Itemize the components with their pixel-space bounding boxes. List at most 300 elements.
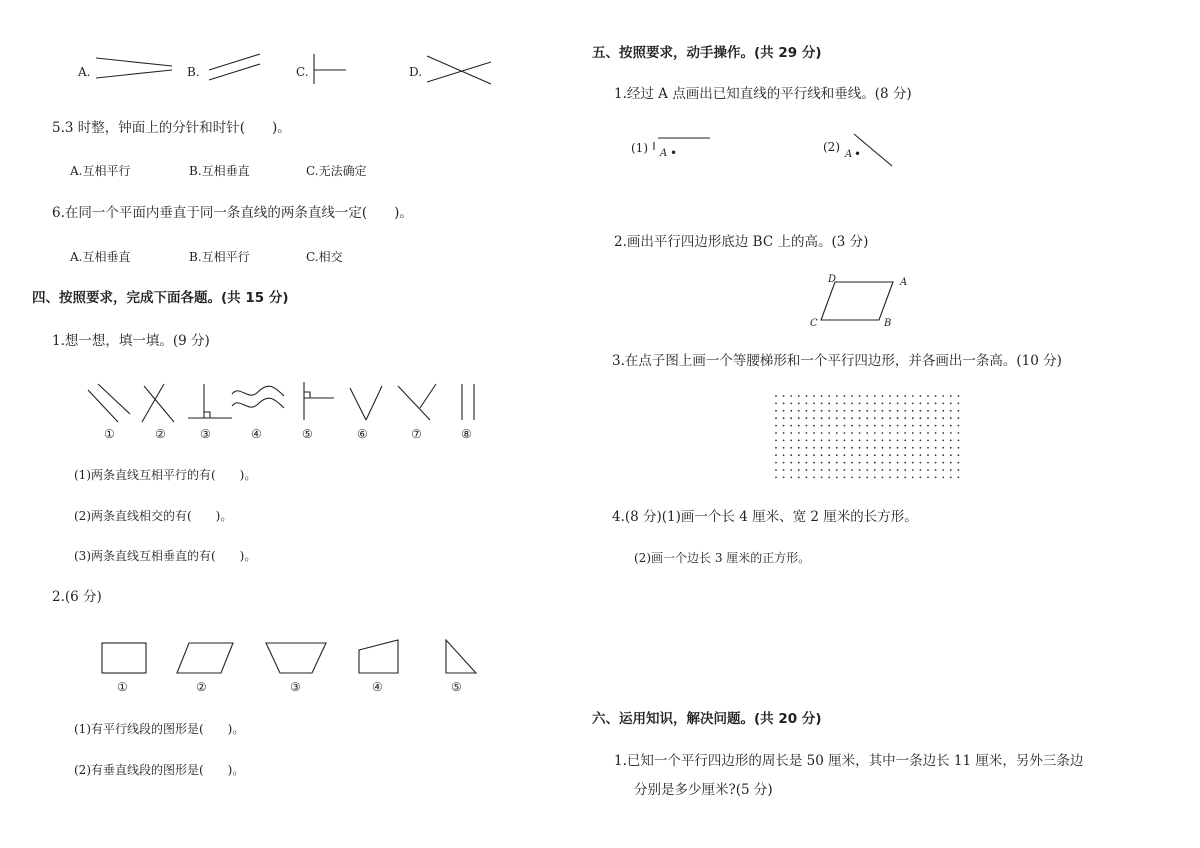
grid-dot	[813, 425, 815, 427]
grid-dot	[859, 477, 861, 479]
grid-dot	[828, 432, 830, 434]
grid-dot	[935, 477, 937, 479]
grid-dot	[904, 410, 906, 412]
grid-dot	[935, 432, 937, 434]
grid-dot	[821, 462, 823, 464]
grid-dot	[882, 454, 884, 456]
grid-dot	[935, 417, 937, 419]
shape-2-parallelogram	[177, 643, 233, 673]
grid-dot	[783, 477, 785, 479]
grid-dot	[920, 440, 922, 442]
grid-dot	[958, 425, 960, 427]
grid-dot	[806, 417, 808, 419]
vertex-b-label: B	[884, 318, 892, 329]
grid-dot	[874, 432, 876, 434]
grid-dot	[935, 454, 937, 456]
figure-5-perpendicular	[304, 382, 334, 420]
grid-dot	[889, 432, 891, 434]
grid-dot	[798, 410, 800, 412]
grid-dot	[859, 469, 861, 471]
figure-7-v-lines	[398, 384, 436, 420]
grid-dot	[836, 454, 838, 456]
grid-dot	[783, 469, 785, 471]
grid-dot	[866, 417, 868, 419]
grid-dot	[904, 425, 906, 427]
grid-dot	[775, 403, 777, 405]
s5q1-point-a-2: A	[845, 149, 853, 160]
grid-dot	[790, 469, 792, 471]
grid-dot	[912, 403, 914, 405]
figure-6-v-lines	[350, 386, 382, 420]
grid-dot	[950, 395, 952, 397]
grid-dot	[813, 462, 815, 464]
grid-dot	[828, 417, 830, 419]
grid-dot	[851, 417, 853, 419]
grid-dot	[836, 432, 838, 434]
grid-dot	[912, 410, 914, 412]
grid-dot	[889, 477, 891, 479]
shape-label: ④	[372, 680, 383, 694]
grid-dot	[866, 454, 868, 456]
s4q1-part3: (3)两条直线互相垂直的有( )。	[74, 549, 257, 563]
grid-dot	[806, 432, 808, 434]
grid-dot	[904, 469, 906, 471]
grid-dot	[821, 432, 823, 434]
grid-dot	[844, 417, 846, 419]
s5q3-dot-grid	[774, 394, 964, 484]
grid-dot	[813, 440, 815, 442]
grid-dot	[927, 417, 929, 419]
grid-dot	[836, 410, 838, 412]
grid-dot	[904, 447, 906, 449]
shape-label: ①	[117, 680, 128, 694]
grid-dot	[866, 447, 868, 449]
grid-dot	[920, 454, 922, 456]
section4-title: 四、按照要求，完成下面各题。(共 15 分)	[32, 290, 289, 306]
s5q1-point-a-1: A	[660, 148, 668, 159]
grid-dot	[866, 432, 868, 434]
vertex-d-label: D	[828, 274, 837, 285]
grid-dot	[866, 425, 868, 427]
figure-label: ④	[251, 427, 262, 441]
grid-dot	[950, 440, 952, 442]
grid-dot	[798, 469, 800, 471]
grid-dot	[950, 447, 952, 449]
grid-dot	[790, 395, 792, 397]
grid-dot	[790, 410, 792, 412]
grid-dot	[942, 417, 944, 419]
grid-dot	[836, 462, 838, 464]
figure-label: ⑤	[302, 427, 313, 441]
grid-dot	[798, 477, 800, 479]
grid-dot	[790, 432, 792, 434]
grid-dot	[866, 477, 868, 479]
grid-dot	[874, 403, 876, 405]
grid-dot	[912, 469, 914, 471]
grid-dot	[851, 425, 853, 427]
grid-dot	[889, 403, 891, 405]
figure-label: ⑥	[357, 427, 368, 441]
grid-dot	[882, 440, 884, 442]
q6-option-b: B.互相平行	[189, 250, 250, 264]
grid-dot	[775, 432, 777, 434]
grid-dot	[836, 477, 838, 479]
grid-dot	[950, 454, 952, 456]
grid-dot	[897, 440, 899, 442]
grid-dot	[859, 447, 861, 449]
grid-dot	[828, 403, 830, 405]
q4-option-c-label: C.	[296, 65, 309, 79]
grid-dot	[798, 395, 800, 397]
grid-dot	[882, 462, 884, 464]
grid-dot	[844, 403, 846, 405]
grid-dot	[836, 395, 838, 397]
grid-dot	[821, 454, 823, 456]
grid-dot	[927, 425, 929, 427]
grid-dot	[813, 417, 815, 419]
grid-dot	[874, 462, 876, 464]
grid-dot	[889, 469, 891, 471]
grid-dot	[851, 447, 853, 449]
grid-dot	[859, 395, 861, 397]
grid-dot	[775, 447, 777, 449]
grid-dot	[844, 432, 846, 434]
grid-dot	[821, 477, 823, 479]
q4-option-d-figure	[425, 54, 495, 86]
grid-dot	[889, 440, 891, 442]
s4q2-title: 2.(6 分)	[52, 589, 102, 605]
grid-dot	[950, 403, 952, 405]
s5q1-label-2: (2)	[823, 140, 840, 154]
grid-dot	[783, 454, 785, 456]
grid-dot	[790, 477, 792, 479]
grid-dot	[912, 417, 914, 419]
grid-dot	[897, 462, 899, 464]
grid-dot	[851, 395, 853, 397]
grid-dot	[874, 395, 876, 397]
grid-dot	[775, 454, 777, 456]
s4q1-part2: (2)两条直线相交的有( )。	[74, 509, 233, 523]
s4q2-shape-figures	[100, 638, 480, 676]
grid-dot	[874, 477, 876, 479]
grid-dot	[874, 454, 876, 456]
grid-dot	[942, 432, 944, 434]
grid-dot	[950, 477, 952, 479]
s5q1-label-1: (1)	[631, 141, 648, 155]
grid-dot	[821, 417, 823, 419]
grid-dot	[783, 425, 785, 427]
grid-dot	[927, 440, 929, 442]
grid-dot	[866, 440, 868, 442]
grid-dot	[950, 462, 952, 464]
grid-dot	[897, 425, 899, 427]
grid-dot	[927, 462, 929, 464]
grid-dot	[904, 403, 906, 405]
grid-dot	[920, 403, 922, 405]
grid-dot	[912, 477, 914, 479]
grid-dot	[866, 469, 868, 471]
grid-dot	[942, 477, 944, 479]
grid-dot	[866, 462, 868, 464]
grid-dot	[958, 432, 960, 434]
grid-dot	[912, 462, 914, 464]
grid-dot	[844, 469, 846, 471]
grid-dot	[927, 432, 929, 434]
grid-dot	[828, 440, 830, 442]
grid-dot	[851, 432, 853, 434]
grid-dot	[790, 403, 792, 405]
grid-dot	[889, 454, 891, 456]
grid-dot	[889, 417, 891, 419]
grid-dot	[783, 403, 785, 405]
grid-dot	[821, 447, 823, 449]
grid-dot	[950, 432, 952, 434]
grid-dot	[897, 477, 899, 479]
grid-dot	[828, 454, 830, 456]
grid-dot	[942, 395, 944, 397]
grid-dot	[806, 425, 808, 427]
shape-label: ③	[290, 680, 301, 694]
figure-label: ⑧	[461, 427, 472, 441]
grid-dot	[806, 469, 808, 471]
grid-dot	[798, 417, 800, 419]
grid-dot	[806, 454, 808, 456]
grid-dot	[821, 469, 823, 471]
grid-dot	[821, 425, 823, 427]
grid-dot	[828, 395, 830, 397]
shape-5-right-triangle	[446, 640, 476, 673]
grid-dot	[859, 425, 861, 427]
grid-dot	[950, 469, 952, 471]
grid-dot	[889, 395, 891, 397]
grid-dot	[874, 425, 876, 427]
grid-dot	[904, 462, 906, 464]
grid-dot	[897, 417, 899, 419]
figure-3-perpendicular	[188, 384, 232, 418]
grid-dot	[844, 395, 846, 397]
grid-dot	[882, 403, 884, 405]
grid-dot	[821, 410, 823, 412]
grid-dot	[828, 469, 830, 471]
grid-dot	[912, 432, 914, 434]
grid-dot	[935, 410, 937, 412]
q4-option-d-label: D.	[409, 65, 423, 79]
grid-dot	[813, 432, 815, 434]
grid-dot	[836, 403, 838, 405]
q5-option-c: C.无法确定	[306, 164, 367, 178]
grid-dot	[927, 454, 929, 456]
grid-dot	[920, 410, 922, 412]
s4q1-part1: (1)两条直线互相平行的有( )。	[74, 468, 257, 482]
grid-dot	[813, 395, 815, 397]
grid-dot	[813, 477, 815, 479]
grid-dot	[790, 417, 792, 419]
grid-dot	[775, 462, 777, 464]
grid-dot	[828, 410, 830, 412]
grid-dot	[920, 477, 922, 479]
grid-dot	[912, 395, 914, 397]
grid-dot	[866, 395, 868, 397]
grid-dot	[828, 477, 830, 479]
grid-dot	[844, 410, 846, 412]
grid-dot	[950, 425, 952, 427]
vertex-a-label: A	[900, 277, 908, 288]
grid-dot	[904, 432, 906, 434]
grid-dot	[813, 447, 815, 449]
grid-dot	[836, 417, 838, 419]
grid-dot	[942, 469, 944, 471]
s5q2-title: 2.画出平行四边形底边 BC 上的高。(3 分)	[614, 234, 869, 250]
grid-dot	[912, 425, 914, 427]
grid-dot	[958, 469, 960, 471]
grid-dot	[942, 462, 944, 464]
grid-dot	[897, 410, 899, 412]
grid-dot	[942, 447, 944, 449]
grid-dot	[851, 410, 853, 412]
grid-dot	[942, 454, 944, 456]
grid-dot	[806, 410, 808, 412]
grid-dot	[775, 417, 777, 419]
figure-1-parallel-lines	[88, 384, 130, 422]
grid-dot	[912, 454, 914, 456]
grid-dot	[935, 395, 937, 397]
grid-dot	[783, 395, 785, 397]
grid-dot	[920, 432, 922, 434]
q4-option-b-figure	[205, 52, 265, 82]
grid-dot	[935, 403, 937, 405]
figure-8-parallel-verticals	[462, 384, 474, 420]
figure-label: ②	[155, 427, 166, 441]
grid-dot	[798, 454, 800, 456]
vertex-c-label: C	[810, 318, 818, 329]
grid-dot	[790, 425, 792, 427]
grid-dot	[806, 447, 808, 449]
grid-dot	[904, 417, 906, 419]
grid-dot	[920, 469, 922, 471]
grid-dot	[927, 395, 929, 397]
grid-dot	[775, 425, 777, 427]
grid-dot	[927, 477, 929, 479]
grid-dot	[851, 462, 853, 464]
grid-dot	[889, 447, 891, 449]
grid-dot	[806, 462, 808, 464]
grid-dot	[813, 410, 815, 412]
figure-label: ⑦	[411, 427, 422, 441]
grid-dot	[935, 462, 937, 464]
grid-dot	[783, 410, 785, 412]
grid-dot	[844, 462, 846, 464]
grid-dot	[859, 454, 861, 456]
grid-dot	[882, 432, 884, 434]
grid-dot	[783, 432, 785, 434]
figure-label: ①	[104, 427, 115, 441]
section5-title: 五、按照要求，动手操作。(共 29 分)	[592, 45, 822, 61]
point-dot: •	[854, 147, 862, 161]
grid-dot	[851, 469, 853, 471]
s5q1-title: 1.经过 A 点画出已知直线的平行线和垂线。(8 分)	[614, 86, 912, 102]
grid-dot	[897, 403, 899, 405]
grid-dot	[798, 462, 800, 464]
grid-dot	[775, 440, 777, 442]
grid-dot	[783, 440, 785, 442]
grid-dot	[859, 432, 861, 434]
grid-dot	[836, 440, 838, 442]
grid-dot	[790, 454, 792, 456]
grid-dot	[897, 454, 899, 456]
s4q2-part2: (2)有垂直线段的图形是( )。	[74, 763, 245, 777]
point-dot: •	[670, 146, 678, 160]
s4q1-title: 1.想一想，填一填。(9 分)	[52, 333, 210, 349]
grid-dot	[920, 417, 922, 419]
grid-dot	[904, 395, 906, 397]
grid-dot	[859, 403, 861, 405]
grid-dot	[889, 425, 891, 427]
grid-dot	[935, 425, 937, 427]
grid-dot	[920, 425, 922, 427]
grid-dot	[798, 447, 800, 449]
grid-dot	[866, 403, 868, 405]
grid-dot	[920, 462, 922, 464]
s5q4-line1: 4.(8 分)(1)画一个长 4 厘米、宽 2 厘米的长方形。	[612, 509, 918, 525]
grid-dot	[927, 403, 929, 405]
grid-dot	[806, 403, 808, 405]
grid-dot	[828, 462, 830, 464]
shape-1-rectangle	[102, 643, 146, 673]
s4q1-line-figures	[80, 380, 490, 425]
q6-option-a: A.互相垂直	[70, 250, 131, 264]
grid-dot	[874, 447, 876, 449]
grid-dot	[775, 395, 777, 397]
grid-dot	[897, 469, 899, 471]
grid-dot	[882, 477, 884, 479]
shape-label: ⑤	[451, 680, 462, 694]
grid-dot	[958, 462, 960, 464]
grid-dot	[828, 447, 830, 449]
grid-dot	[882, 469, 884, 471]
q4-option-b-label: B.	[187, 65, 200, 79]
grid-dot	[882, 425, 884, 427]
grid-dot	[798, 432, 800, 434]
grid-dot	[958, 447, 960, 449]
grid-dot	[958, 395, 960, 397]
grid-dot	[958, 440, 960, 442]
grid-dot	[927, 469, 929, 471]
grid-dot	[783, 417, 785, 419]
s5q2-parallelogram-dcba	[815, 276, 895, 326]
grid-dot	[790, 440, 792, 442]
shape-3-trapezoid	[266, 643, 326, 673]
grid-dot	[920, 447, 922, 449]
grid-dot	[798, 425, 800, 427]
section6-title: 六、运用知识，解决问题。(共 20 分)	[592, 711, 822, 727]
grid-dot	[798, 440, 800, 442]
grid-dot	[935, 469, 937, 471]
q4-option-a-label: A.	[78, 65, 91, 79]
grid-dot	[836, 447, 838, 449]
grid-dot	[950, 417, 952, 419]
grid-dot	[866, 410, 868, 412]
grid-dot	[882, 447, 884, 449]
grid-dot	[942, 440, 944, 442]
grid-dot	[821, 440, 823, 442]
q4-option-c-figure	[310, 54, 350, 86]
grid-dot	[775, 469, 777, 471]
grid-dot	[912, 440, 914, 442]
s5q3-title: 3.在点子图上画一个等腰梯形和一个平行四边形，并各画出一条高。(10 分)	[612, 353, 1062, 369]
grid-dot	[882, 410, 884, 412]
grid-dot	[889, 462, 891, 464]
grid-dot	[828, 425, 830, 427]
